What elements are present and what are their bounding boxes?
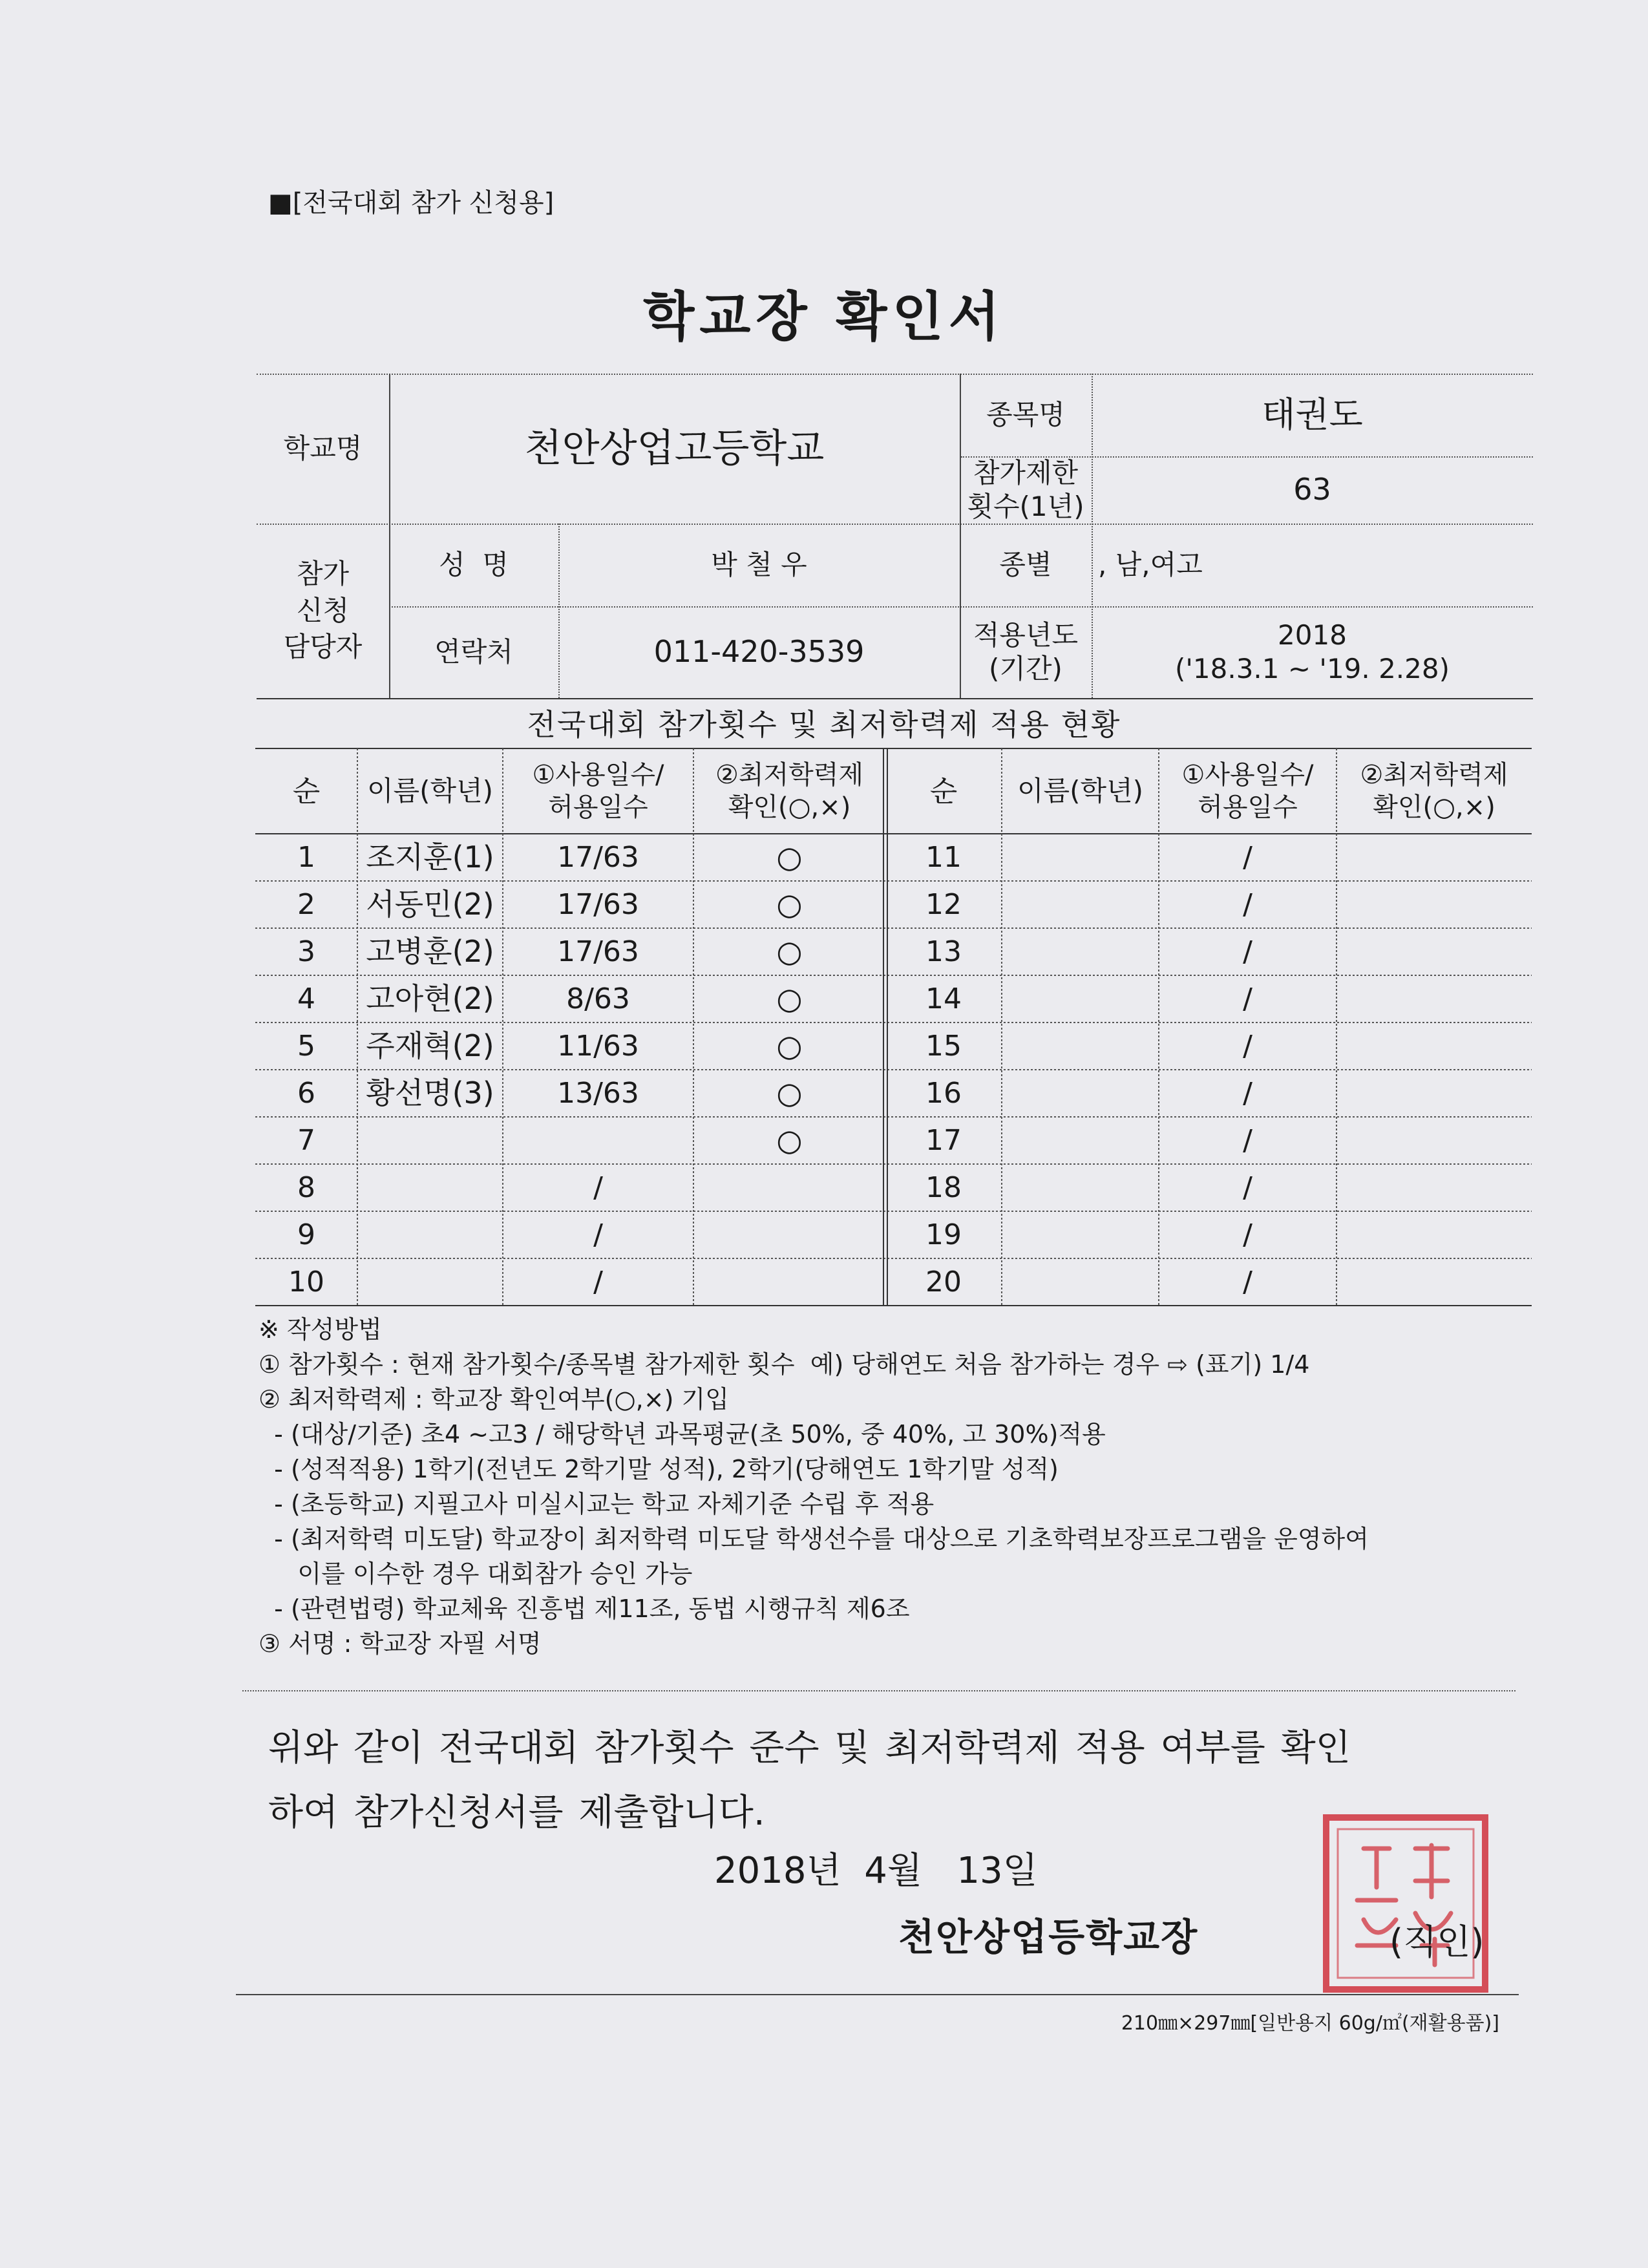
applicant-manager-line2: 신청 — [296, 594, 350, 626]
apply-year-value-line2: ('18.3.1 ~ '19. 2.28) — [1174, 653, 1450, 684]
row-days-used-left: 8/63 — [566, 982, 630, 1015]
footer-divider — [236, 1994, 1519, 1995]
row-student-name-left: 주재혁(2) — [366, 1028, 494, 1063]
contact-label: 연락처 — [434, 635, 513, 668]
row-student-name-right — [1002, 834, 1159, 881]
row-days-used-left: / — [593, 1218, 603, 1251]
row-student-name-left: 서동민(2) — [366, 886, 494, 922]
row-student-name-left — [357, 1164, 503, 1211]
row-academic-check-right — [1336, 1070, 1532, 1117]
row-number-left: 4 — [297, 982, 315, 1015]
row-number-left: 5 — [297, 1030, 315, 1063]
row-days-used-right: / — [1243, 982, 1252, 1015]
row-academic-check-left — [693, 1258, 885, 1306]
row-number-left: 7 — [297, 1124, 315, 1157]
status-table-title: 전국대회 참가횟수 및 최저학력제 적용 현황 — [527, 707, 1121, 742]
gender-label: 종별 — [999, 548, 1052, 580]
row-student-name-right — [1002, 1117, 1159, 1164]
confirmation-line1: 위와 같이 전국대회 참가횟수 준수 및 최저학력제 적용 여부를 확인 — [268, 1727, 1351, 1769]
row-days-used-right: / — [1243, 888, 1252, 921]
event-label: 종목명 — [986, 398, 1065, 430]
row-student-name-right — [1002, 928, 1159, 975]
row-number-left: 8 — [297, 1171, 315, 1204]
header-academic-right-line1: ②최저학력제 — [1360, 760, 1508, 790]
row-days-used-right: / — [1243, 1266, 1252, 1298]
row-number-right: 18 — [925, 1171, 962, 1204]
instruction-line: ① 참가횟수 : 현재 참가횟수/종목별 참가제한 횟수 예) 당해연도 처음 참가하는 경우 ⇨ (표기) 1/4 — [259, 1350, 1310, 1379]
school-name-label: 학교명 — [283, 432, 363, 464]
header-days-right-line1: ①사용일수/ — [1181, 760, 1314, 790]
applicant-manager-line1: 참가 — [296, 557, 350, 589]
row-academic-check-right — [1336, 975, 1532, 1023]
row-student-name-left: 황선명(3) — [366, 1075, 494, 1110]
row-student-name-right — [1002, 1070, 1159, 1117]
header-days-right — [1159, 748, 1336, 834]
header-name-right: 이름(학년) — [1017, 774, 1144, 807]
row-academic-check-right — [1336, 1023, 1532, 1070]
row-student-name-right — [1002, 975, 1159, 1023]
apply-year-label-line1: 적용년도 — [973, 619, 1079, 651]
confirmation-statement — [268, 1716, 1351, 1845]
instruction-line: ② 최저학력제 : 학교장 확인여부(○,×) 기입 — [259, 1385, 729, 1414]
school-name-value: 천안상업고등학교 — [524, 425, 825, 471]
header-academic-left-line2: 확인(○,×) — [728, 792, 851, 822]
contact-value: 011-420-3539 — [653, 634, 865, 670]
event-value: 태권도 — [1262, 394, 1363, 436]
row-days-used-left: / — [593, 1266, 603, 1298]
form-type-label: ■[전국대회 참가 신청용] — [268, 188, 555, 218]
row-student-name-right — [1002, 1211, 1159, 1258]
row-student-name-right — [1002, 881, 1159, 928]
row-academic-check-left — [693, 1164, 885, 1211]
row-number-left: 2 — [297, 888, 315, 921]
row-academic-check-left: ○ — [776, 980, 803, 1016]
row-days-used-left: / — [593, 1171, 603, 1204]
row-academic-check-left: ○ — [776, 839, 803, 874]
row-days-used-left: 17/63 — [557, 935, 639, 968]
row-academic-check-right — [1336, 1117, 1532, 1164]
row-student-name-left: 조지훈(1) — [366, 839, 494, 874]
name-label: 성 명 — [439, 548, 509, 580]
row-academic-check-right — [1336, 1258, 1532, 1306]
row-days-used-right: / — [1243, 1077, 1252, 1110]
row-days-used-left: 17/63 — [557, 841, 639, 874]
row-student-name-left — [357, 1211, 503, 1258]
row-number-right: 13 — [925, 935, 962, 968]
instruction-line: ③ 서명 : 학교장 자필 서명 — [259, 1629, 542, 1658]
instruction-line: - (초등학교) 지필고사 미실시교는 학교 자체기준 수립 후 적용 — [259, 1490, 935, 1518]
header-no-left: 순 — [292, 774, 321, 808]
instruction-line: 이를 이수한 경우 대회참가 승인 가능 — [259, 1560, 693, 1588]
confirmation-line2: 하여 참가신청서를 제출합니다. — [268, 1792, 765, 1834]
header-days-left — [503, 748, 693, 834]
row-number-left: 9 — [297, 1218, 315, 1251]
row-student-name-left: 고병훈(2) — [366, 933, 494, 969]
row-academic-check-right — [1336, 881, 1532, 928]
row-academic-check-right — [1336, 834, 1532, 881]
row-number-right: 16 — [925, 1077, 962, 1110]
apply-year-label-line2: (기간) — [989, 653, 1062, 684]
seal-label: (직인) — [1389, 1922, 1484, 1962]
instruction-line: ※ 작성방법 — [259, 1315, 382, 1344]
row-number-right: 12 — [925, 888, 962, 921]
row-days-used-right: / — [1243, 935, 1252, 968]
row-academic-check-left: ○ — [776, 933, 803, 969]
header-days-left-line2: 허용일수 — [548, 792, 648, 822]
row-academic-check-left: ○ — [776, 1075, 803, 1110]
row-number-left: 1 — [297, 841, 315, 874]
row-student-name-left — [357, 1258, 503, 1306]
instruction-line: - (성적적용) 1학기(전년도 2학기말 성적), 2학기(당해연도 1학기말 성적) — [259, 1455, 1059, 1483]
row-number-left: 6 — [297, 1077, 315, 1110]
row-days-used-right: / — [1243, 1030, 1252, 1063]
row-days-used-left: 17/63 — [557, 888, 639, 921]
row-academic-check-left: ○ — [776, 886, 803, 922]
row-days-used-right: / — [1243, 1171, 1252, 1204]
principal-name: 천안상업등학교장 — [898, 1915, 1199, 1959]
issue-date: 2018년 4월 13일 — [714, 1850, 1038, 1892]
row-days-used-left — [503, 1117, 693, 1164]
row-number-right: 14 — [925, 982, 962, 1015]
row-number-right: 11 — [925, 841, 962, 874]
row-academic-check-left: ○ — [776, 1028, 803, 1063]
paper-spec: 210㎜×297㎜[일반용지 60g/㎡(재활용품)] — [1121, 2012, 1499, 2035]
row-academic-check-left: ○ — [776, 1122, 803, 1158]
header-no-right: 순 — [929, 774, 958, 808]
header-days-right-line2: 허용일수 — [1198, 792, 1298, 822]
entry-limit-value: 63 — [1293, 472, 1331, 507]
row-days-used-left: 11/63 — [557, 1030, 639, 1063]
header-academic-right — [1336, 748, 1532, 834]
row-student-name-right — [1002, 1164, 1159, 1211]
instructions — [259, 1312, 1369, 1661]
row-student-name-right — [1002, 1258, 1159, 1306]
row-academic-check-left — [693, 1211, 885, 1258]
row-student-name-left — [357, 1117, 503, 1164]
document-title: 학교장 확인서 — [643, 286, 1005, 348]
instruction-line: - (대상/기준) 초4 ~고3 / 해당학년 과목평균(초 50%, 중 40%, 고 30%)적용 — [259, 1420, 1106, 1448]
row-number-left: 3 — [297, 935, 315, 968]
row-student-name-left: 고아현(2) — [366, 980, 494, 1016]
header-academic-left — [693, 748, 885, 834]
row-number-right: 20 — [925, 1266, 962, 1298]
row-days-used-left: 13/63 — [557, 1077, 639, 1110]
row-academic-check-right — [1336, 928, 1532, 975]
divider — [242, 1690, 1516, 1691]
apply-year-value-line1: 2018 — [1278, 619, 1347, 651]
header-academic-right-line2: 확인(○,×) — [1373, 792, 1495, 822]
row-number-right: 17 — [925, 1124, 962, 1157]
official-seal-icon — [1318, 1810, 1493, 1997]
row-number-left: 10 — [288, 1266, 324, 1298]
row-days-used-right: / — [1243, 1218, 1252, 1251]
row-number-right: 19 — [925, 1218, 962, 1251]
entry-limit-label-line2: 횟수(1년) — [967, 491, 1084, 522]
name-value: 박 철 우 — [711, 548, 807, 580]
row-student-name-right — [1002, 1023, 1159, 1070]
header-days-left-line1: ①사용일수/ — [532, 760, 664, 790]
gender-value: , 남,여고 — [1098, 548, 1203, 580]
entry-limit-label-line1: 참가제한 — [973, 456, 1079, 489]
header-name-left: 이름(학년) — [366, 774, 494, 807]
header-academic-left-line1: ②최저학력제 — [715, 760, 864, 790]
instruction-line: - (최저학력 미도달) 학교장이 최저학력 미도달 학생선수를 대상으로 기초학력보장프로그램을 운영하여 — [259, 1525, 1369, 1553]
row-days-used-right: / — [1243, 1124, 1252, 1157]
row-number-right: 15 — [925, 1030, 962, 1063]
applicant-manager-line3: 담당자 — [283, 631, 363, 663]
instruction-line: - (관련법령) 학교체육 진흥법 제11조, 동법 시행규칙 제6조 — [259, 1595, 910, 1623]
row-academic-check-right — [1336, 1211, 1532, 1258]
row-academic-check-right — [1336, 1164, 1532, 1211]
row-days-used-right: / — [1243, 841, 1252, 874]
